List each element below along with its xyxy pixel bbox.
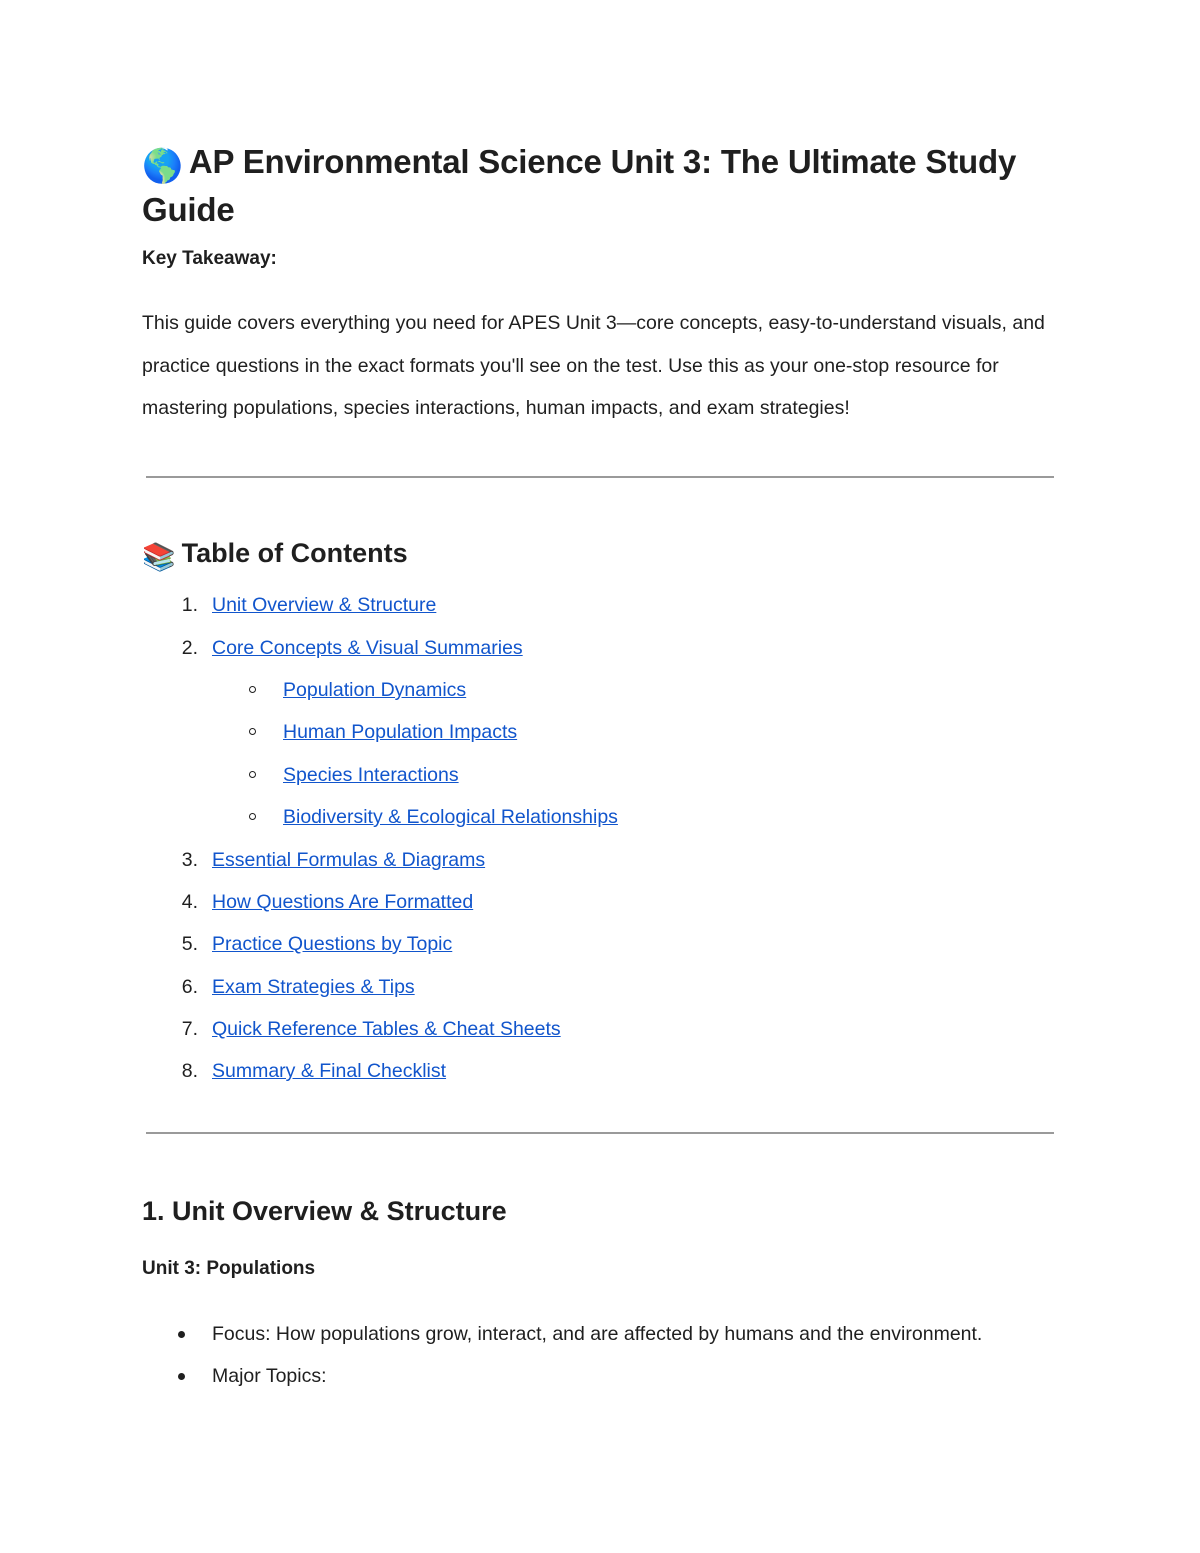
hollow-bullet-icon (249, 728, 256, 735)
key-takeaway-label: Key Takeaway: (142, 248, 277, 269)
list-item-text: Major Topics: (212, 1365, 327, 1387)
toc-link-biodiversity[interactable]: Biodiversity & Ecological Relationships (283, 806, 618, 828)
toc-heading-text: Table of Contents (181, 538, 408, 568)
page-title (142, 140, 1057, 232)
toc-link-formulas[interactable]: Essential Formulas & Diagrams (212, 849, 486, 871)
toc-number: 3. (181, 849, 198, 871)
toc-link-species-interactions[interactable]: Species Interactions (283, 764, 459, 786)
toc-number: 1. (181, 594, 198, 616)
section-subheading: Unit 3: Populations (142, 1258, 316, 1279)
toc-number: 4. (181, 891, 198, 913)
toc-heading (142, 535, 408, 575)
toc-link-unit-overview[interactable]: Unit Overview & Structure (212, 594, 437, 616)
page-title-text: AP Environmental Science Unit 3: The Ultimate Study Guide (142, 143, 1017, 228)
globe-icon: 🌎 (142, 147, 183, 184)
toc-link-human-population-impacts[interactable]: Human Population Impacts (283, 721, 518, 743)
toc-link-exam-strategies[interactable]: Exam Strategies & Tips (212, 976, 415, 998)
books-icon: 📚 (142, 542, 176, 572)
toc-link-question-format[interactable]: How Questions Are Formatted (212, 891, 474, 913)
toc-link-practice-questions[interactable]: Practice Questions by Topic (212, 933, 453, 955)
toc-number: 6. (181, 976, 198, 998)
hollow-bullet-icon (249, 686, 256, 693)
toc-link-summary[interactable]: Summary & Final Checklist (212, 1060, 447, 1082)
divider (146, 1132, 1054, 1134)
hollow-bullet-icon (249, 813, 256, 820)
list-item-text: Focus: How populations grow, interact, and are affected by humans and the environment. (212, 1323, 983, 1345)
toc-number: 5. (181, 933, 198, 955)
toc-number: 8. (181, 1060, 198, 1082)
divider (146, 476, 1054, 478)
toc-number: 2. (181, 637, 198, 659)
toc-link-core-concepts[interactable]: Core Concepts & Visual Summaries (212, 637, 523, 659)
toc-number: 7. (181, 1018, 198, 1040)
bullet-icon (178, 1373, 185, 1380)
bullet-icon (178, 1331, 185, 1338)
hollow-bullet-icon (249, 771, 256, 778)
section-heading: 1. Unit Overview & Structure (142, 1196, 507, 1226)
key-takeaway-text: This guide covers everything you need for APES Unit 3—core concepts, easy-to-understand visuals, and practice questions in the exact formats you'll see on the test. Use this as your one-stop resource for mastering populations, species interactions, human impacts, and exam strategies! (142, 312, 1045, 419)
toc-link-population-dynamics[interactable]: Population Dynamics (283, 679, 467, 701)
toc-link-reference-tables[interactable]: Quick Reference Tables & Cheat Sheets (212, 1018, 561, 1040)
